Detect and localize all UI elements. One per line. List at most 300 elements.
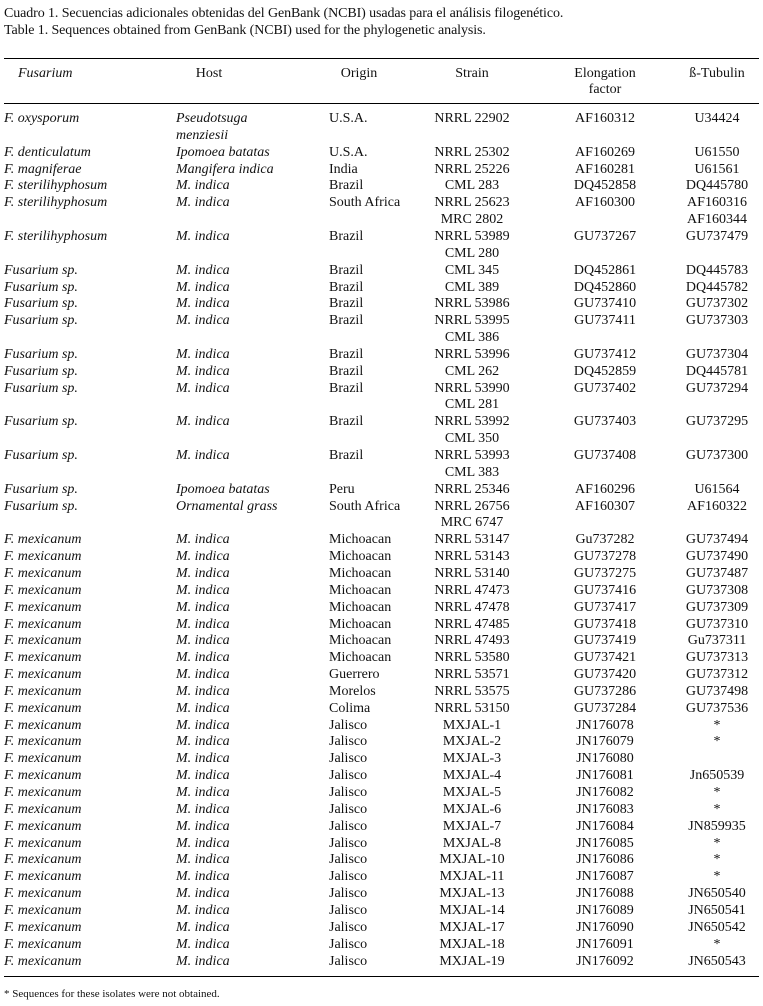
table-row (0, 144, 763, 161)
cell-fusarium: F. mexicanum (4, 869, 82, 885)
cell-beta-tubulin: DQ445782 (685, 279, 749, 295)
cell-origin: Jalisco (329, 953, 368, 969)
cell-fusarium: F. mexicanum (4, 936, 82, 952)
cell-beta-tubulin: GU737536 (685, 700, 749, 716)
cell-host: M. indica (176, 936, 230, 952)
cell-host: M. indica (176, 801, 230, 817)
cell-fusarium: F. mexicanum (4, 886, 82, 902)
cell-elongation-factor: GU737286 (573, 683, 637, 699)
cell-elongation-factor: JN176082 (576, 785, 634, 800)
cell-origin: Jalisco (329, 936, 368, 952)
cell-origin: Brazil (329, 380, 364, 396)
cell-host: M. indica (176, 650, 230, 666)
table-row (0, 582, 763, 599)
cell-host: M. indica (176, 869, 230, 885)
cell-host: M. indica (176, 279, 230, 295)
table-row (0, 464, 763, 481)
header-elongation-line1: Elongation (574, 66, 636, 81)
cell-beta-tubulin: * (713, 852, 721, 868)
cell-elongation-factor: GU737408 (573, 448, 637, 463)
cell-strain: MXJAL-17 (439, 919, 505, 935)
cell-host: M. indica (176, 532, 230, 548)
table-top-rule (4, 58, 759, 59)
cell-elongation-factor: DQ452858 (573, 178, 637, 194)
cell-host: M. indica (176, 717, 230, 733)
cell-elongation-factor: JN176079 (576, 734, 634, 750)
cell-origin: Michoacan (329, 549, 392, 565)
cell-fusarium: F. mexicanum (4, 700, 82, 716)
cell-strain: NRRL 25346 (434, 481, 510, 497)
cell-elongation-factor: JN176084 (576, 818, 634, 834)
table-row (0, 784, 763, 801)
cell-origin: South Africa (329, 498, 401, 514)
cell-elongation-factor: JN176083 (576, 801, 634, 817)
table-row (0, 262, 763, 279)
cell-elongation-factor: JN176081 (576, 768, 634, 784)
table-row (0, 228, 763, 245)
cell-strain: MXJAL-10 (439, 852, 505, 868)
cell-strain: NRRL 53150 (434, 700, 510, 716)
cell-fusarium: F. mexicanum (4, 818, 82, 834)
cell-strain: NRRL 47485 (434, 616, 510, 632)
cell-beta-tubulin: U61564 (694, 481, 740, 497)
cell-strain: NRRL 47473 (434, 582, 510, 598)
cell-elongation-factor: GU737284 (573, 700, 637, 716)
cell-strain: CML 350 (444, 431, 500, 447)
cell-host: M. indica (176, 953, 230, 969)
cell-host: M. indica (176, 599, 230, 615)
cell-fusarium: F. mexicanum (4, 650, 82, 666)
table-row (0, 902, 763, 919)
cell-strain: NRRL 53995 (434, 313, 510, 329)
cell-fusarium: F. mexicanum (4, 683, 82, 699)
cell-elongation-factor: AF160269 (575, 144, 635, 160)
cell-origin: Jalisco (329, 801, 368, 817)
cell-elongation-factor: GU737420 (573, 667, 637, 683)
cell-origin: Brazil (329, 296, 364, 312)
cell-fusarium: F. mexicanum (4, 549, 82, 565)
caption-spanish: Cuadro 1. Secuencias adicionales obtenidas del GenBank (NCBI) usadas para el análisis filogenético. (4, 6, 564, 21)
cell-fusarium: F. mexicanum (4, 532, 82, 548)
header-elongation-line2: factor (588, 82, 622, 97)
cell-fusarium: Fusarium sp. (4, 279, 78, 295)
cell-elongation-factor: GU737421 (573, 650, 637, 666)
cell-fusarium: F. mexicanum (4, 565, 82, 581)
table-row (0, 717, 763, 734)
table-row (0, 733, 763, 750)
header-elongation-factor (556, 66, 654, 98)
cell-host: M. indica (176, 549, 230, 565)
table-row (0, 279, 763, 296)
cell-strain: NRRL 53575 (434, 683, 510, 699)
cell-origin: Michoacan (329, 633, 392, 649)
cell-elongation-factor: GU737403 (573, 414, 637, 430)
cell-host: M. indica (176, 919, 230, 935)
cell-host: Ornamental grass (176, 498, 278, 514)
cell-strain: NRRL 22902 (434, 111, 510, 126)
table-row (0, 599, 763, 616)
table-row (0, 565, 763, 582)
cell-fusarium: F. mexicanum (4, 953, 82, 969)
cell-origin: Michoacan (329, 616, 392, 632)
cell-fusarium: F. mexicanum (4, 902, 82, 918)
cell-strain: MXJAL-1 (442, 717, 502, 733)
cell-fusarium: Fusarium sp. (4, 346, 78, 362)
cell-fusarium: F. mexicanum (4, 599, 82, 615)
table-row (0, 380, 763, 397)
table-row (0, 396, 763, 413)
cell-elongation-factor: GU737275 (573, 565, 637, 581)
cell-beta-tubulin: JN859935 (688, 818, 746, 834)
table-row (0, 548, 763, 565)
cell-beta-tubulin: U34424 (694, 111, 740, 126)
cell-beta-tubulin: * (713, 801, 721, 817)
header-bottom-rule (4, 103, 759, 104)
table-bottom-rule (4, 976, 759, 977)
cell-fusarium: F. mexicanum (4, 616, 82, 632)
cell-host: Pseudotsuga (176, 111, 248, 126)
table-row (0, 666, 763, 683)
cell-beta-tubulin: JN650542 (688, 919, 746, 935)
cell-beta-tubulin: GU737313 (685, 650, 749, 666)
cell-fusarium: Fusarium sp. (4, 313, 78, 329)
cell-elongation-factor: GU737417 (573, 599, 637, 615)
cell-beta-tubulin: GU737300 (685, 448, 749, 463)
cell-strain: MXJAL-8 (442, 835, 502, 851)
cell-strain: NRRL 53992 (434, 414, 510, 430)
table-row (0, 514, 763, 531)
cell-fusarium: F. oxysporum (4, 111, 80, 126)
cell-strain: CML 281 (444, 397, 500, 413)
cell-beta-tubulin: GU737294 (685, 380, 749, 396)
cell-fusarium: Fusarium sp. (4, 296, 78, 312)
table-row (0, 177, 763, 194)
cell-elongation-factor: AF160296 (575, 481, 635, 497)
cell-origin: Jalisco (329, 734, 368, 750)
cell-fusarium: Fusarium sp. (4, 363, 78, 379)
table-row (0, 245, 763, 262)
table-row (0, 498, 763, 515)
cell-strain: NRRL 53140 (434, 565, 510, 581)
cell-beta-tubulin: AF160344 (687, 212, 747, 228)
cell-fusarium: Fusarium sp. (4, 481, 78, 497)
table-row (0, 531, 763, 548)
cell-host: M. indica (176, 195, 230, 211)
cell-elongation-factor: JN176080 (576, 751, 634, 767)
cell-origin: Brazil (329, 262, 364, 278)
cell-beta-tubulin: JN650540 (688, 886, 746, 902)
cell-origin: Brazil (329, 178, 364, 194)
cell-host: M. indica (176, 565, 230, 581)
cell-beta-tubulin: GU737479 (685, 228, 749, 244)
cell-elongation-factor: GU737418 (573, 616, 637, 632)
header-origin: Origin (340, 66, 378, 81)
cell-origin: Brazil (329, 363, 364, 379)
table-row (0, 329, 763, 346)
cell-host: menziesii (176, 127, 229, 143)
table-row (0, 632, 763, 649)
cell-fusarium: Fusarium sp. (4, 498, 78, 514)
cell-fusarium: Fusarium sp. (4, 262, 78, 278)
cell-fusarium: F. sterilihyphosum (4, 228, 108, 244)
cell-host: M. indica (176, 902, 230, 918)
cell-strain: NRRL 53143 (434, 549, 510, 565)
table-row (0, 211, 763, 228)
cell-fusarium: F. mexicanum (4, 734, 82, 750)
cell-origin: Brazil (329, 228, 364, 244)
cell-host: M. indica (176, 178, 230, 194)
cell-origin: Jalisco (329, 852, 368, 868)
cell-origin: India (329, 161, 358, 177)
cell-origin: South Africa (329, 195, 401, 211)
cell-host: M. indica (176, 313, 230, 329)
cell-beta-tubulin: GU737310 (685, 616, 749, 632)
cell-elongation-factor: AF160300 (575, 195, 635, 211)
table-row (0, 801, 763, 818)
cell-host: M. indica (176, 414, 230, 430)
cell-elongation-factor: AF160312 (575, 111, 635, 126)
table-row (0, 835, 763, 852)
cell-elongation-factor: GU737267 (573, 228, 637, 244)
cell-host: M. indica (176, 380, 230, 396)
cell-elongation-factor: DQ452860 (573, 279, 637, 295)
table-row (0, 363, 763, 380)
cell-beta-tubulin: * (713, 717, 721, 733)
cell-host: M. indica (176, 700, 230, 716)
cell-host: Ipomoea batatas (176, 481, 270, 497)
cell-beta-tubulin: GU737490 (685, 549, 749, 565)
cell-elongation-factor: GU737402 (573, 380, 637, 396)
cell-fusarium: F. mexicanum (4, 768, 82, 784)
cell-host: M. indica (176, 296, 230, 312)
cell-beta-tubulin: DQ445783 (685, 262, 749, 278)
cell-origin: Jalisco (329, 835, 368, 851)
cell-strain: CML 389 (444, 279, 500, 295)
cell-fusarium: Fusarium sp. (4, 448, 78, 463)
cell-elongation-factor: GU737411 (574, 313, 636, 329)
cell-host: M. indica (176, 616, 230, 632)
cell-host: Mangifera indica (176, 161, 274, 177)
table-row (0, 868, 763, 885)
cell-strain: MXJAL-13 (439, 886, 505, 902)
cell-fusarium: F. mexicanum (4, 835, 82, 851)
cell-origin: Michoacan (329, 599, 392, 615)
cell-fusarium: F. mexicanum (4, 751, 82, 767)
table-row (0, 936, 763, 953)
cell-elongation-factor: JN176090 (576, 919, 634, 935)
cell-origin: Jalisco (329, 869, 368, 885)
header-strain: Strain (455, 66, 489, 81)
cell-fusarium: F. mexicanum (4, 801, 82, 817)
cell-elongation-factor: DQ452861 (573, 262, 637, 278)
cell-host: M. indica (176, 633, 230, 649)
caption-english: Table 1. Sequences obtained from GenBank (NCBI) used for the phylogenetic analysis. (4, 23, 486, 38)
table-row (0, 851, 763, 868)
cell-origin: Morelos (329, 683, 376, 699)
cell-beta-tubulin: * (713, 734, 721, 750)
cell-strain: NRRL 25302 (434, 144, 510, 160)
cell-origin: Jalisco (329, 717, 368, 733)
cell-host: M. indica (176, 363, 230, 379)
cell-host: M. indica (176, 886, 230, 902)
table-row (0, 295, 763, 312)
cell-host: M. indica (176, 582, 230, 598)
cell-beta-tubulin: GU737309 (685, 599, 749, 615)
cell-origin: Michoacan (329, 565, 392, 581)
cell-fusarium: F. sterilihyphosum (4, 178, 108, 194)
cell-fusarium: F. mexicanum (4, 785, 82, 800)
cell-fusarium: F. magniferae (4, 161, 82, 177)
cell-elongation-factor: GU737416 (573, 582, 637, 598)
cell-origin: Brazil (329, 448, 364, 463)
cell-beta-tubulin: Gu737311 (687, 633, 747, 649)
cell-beta-tubulin: Jn650539 (689, 768, 745, 784)
header-beta-tubulin: ß-Tubulin (689, 66, 745, 81)
cell-beta-tubulin: DQ445780 (685, 178, 749, 194)
cell-beta-tubulin: JN650541 (688, 902, 746, 918)
cell-origin: Colima (329, 700, 371, 716)
cell-host: M. indica (176, 785, 230, 800)
cell-beta-tubulin: GU737308 (685, 582, 749, 598)
cell-strain: MXJAL-5 (442, 785, 502, 800)
cell-strain: MXJAL-3 (442, 751, 502, 767)
cell-beta-tubulin: AF160316 (687, 195, 747, 211)
cell-strain: NRRL 53989 (434, 228, 510, 244)
cell-strain: CML 383 (444, 464, 500, 480)
cell-elongation-factor: JN176091 (576, 936, 634, 952)
cell-origin: Michoacan (329, 582, 392, 598)
cell-origin: Jalisco (329, 919, 368, 935)
header-host: Host (195, 66, 223, 81)
cell-host: M. indica (176, 835, 230, 851)
cell-beta-tubulin: AF160322 (687, 498, 747, 514)
cell-strain: MXJAL-2 (442, 734, 502, 750)
cell-elongation-factor: JN176086 (576, 852, 634, 868)
cell-strain: NRRL 53990 (434, 380, 510, 396)
cell-strain: MXJAL-7 (442, 818, 502, 834)
cell-strain: MXJAL-19 (439, 953, 505, 969)
cell-fusarium: F. mexicanum (4, 919, 82, 935)
cell-host: Ipomoea batatas (176, 144, 270, 160)
cell-fusarium: Fusarium sp. (4, 380, 78, 396)
cell-strain: NRRL 25226 (434, 161, 510, 177)
cell-elongation-factor: GU737410 (573, 296, 637, 312)
table-row (0, 649, 763, 666)
cell-strain: NRRL 26756 (434, 498, 510, 514)
cell-elongation-factor: Gu737282 (575, 532, 635, 548)
cell-strain: NRRL 53580 (434, 650, 510, 666)
cell-beta-tubulin: * (713, 869, 721, 885)
cell-host: M. indica (176, 768, 230, 784)
cell-fusarium: F. mexicanum (4, 633, 82, 649)
cell-host: M. indica (176, 346, 230, 362)
cell-host: M. indica (176, 228, 230, 244)
cell-beta-tubulin: * (713, 835, 721, 851)
cell-origin: Peru (329, 481, 355, 497)
cell-beta-tubulin: GU737312 (685, 667, 749, 683)
cell-strain: CML 345 (444, 262, 500, 278)
table-row (0, 767, 763, 784)
footnote: * Sequences for these isolates were not obtained. (4, 988, 220, 1000)
cell-elongation-factor: JN176088 (576, 886, 634, 902)
cell-origin: Brazil (329, 414, 364, 430)
cell-origin: Guerrero (329, 667, 380, 683)
cell-origin: Jalisco (329, 886, 368, 902)
cell-fusarium: Fusarium sp. (4, 414, 78, 430)
cell-host: M. indica (176, 818, 230, 834)
cell-fusarium: F. mexicanum (4, 852, 82, 868)
cell-strain: MXJAL-4 (442, 768, 502, 784)
cell-fusarium: F. mexicanum (4, 717, 82, 733)
cell-origin: Brazil (329, 279, 364, 295)
cell-host: M. indica (176, 262, 230, 278)
cell-elongation-factor: JN176089 (576, 902, 634, 918)
table-row (0, 194, 763, 211)
cell-strain: NRRL 25623 (434, 195, 510, 211)
cell-elongation-factor: DQ452859 (573, 363, 637, 379)
cell-strain: NRRL 47478 (434, 599, 510, 615)
cell-beta-tubulin: * (713, 936, 721, 952)
cell-origin: Jalisco (329, 902, 368, 918)
cell-fusarium: F. denticulatum (4, 144, 91, 160)
cell-strain: NRRL 53986 (434, 296, 510, 312)
table-row (0, 312, 763, 329)
cell-strain: MXJAL-14 (439, 902, 505, 918)
table-row (0, 818, 763, 835)
cell-strain: NRRL 53147 (434, 532, 510, 548)
cell-elongation-factor: JN176078 (576, 717, 634, 733)
cell-elongation-factor: JN176085 (576, 835, 634, 851)
cell-host: M. indica (176, 667, 230, 683)
cell-origin: Jalisco (329, 818, 368, 834)
cell-host: M. indica (176, 734, 230, 750)
cell-beta-tubulin: DQ445781 (685, 363, 749, 379)
cell-host: M. indica (176, 751, 230, 767)
cell-elongation-factor: JN176092 (576, 953, 634, 969)
table-row (0, 683, 763, 700)
cell-strain: NRRL 53996 (434, 346, 510, 362)
cell-origin: Jalisco (329, 751, 368, 767)
cell-fusarium: F. sterilihyphosum (4, 195, 108, 211)
cell-origin: U.S.A. (329, 144, 368, 160)
cell-beta-tubulin: * (713, 785, 721, 800)
cell-strain: MXJAL-18 (439, 936, 505, 952)
cell-beta-tubulin: JN650543 (688, 953, 746, 969)
cell-beta-tubulin: U61561 (694, 161, 740, 177)
cell-beta-tubulin: GU737487 (685, 565, 749, 581)
table-row (0, 161, 763, 178)
cell-host: M. indica (176, 683, 230, 699)
cell-strain: MXJAL-6 (442, 801, 502, 817)
cell-elongation-factor: JN176087 (576, 869, 634, 885)
table-row (0, 700, 763, 717)
cell-origin: Michoacan (329, 532, 392, 548)
cell-strain: CML 283 (444, 178, 500, 194)
table-row (0, 481, 763, 498)
cell-origin: U.S.A. (329, 111, 368, 126)
cell-strain: NRRL 47493 (434, 633, 510, 649)
table-row (0, 750, 763, 767)
cell-origin: Brazil (329, 313, 364, 329)
cell-host: M. indica (176, 448, 230, 463)
table-row (0, 413, 763, 430)
table-row (0, 430, 763, 447)
cell-elongation-factor: GU737278 (573, 549, 637, 565)
table-row (0, 127, 763, 144)
cell-beta-tubulin: GU737304 (685, 346, 749, 362)
cell-fusarium: F. mexicanum (4, 582, 82, 598)
cell-strain: MRC 6747 (440, 515, 504, 531)
